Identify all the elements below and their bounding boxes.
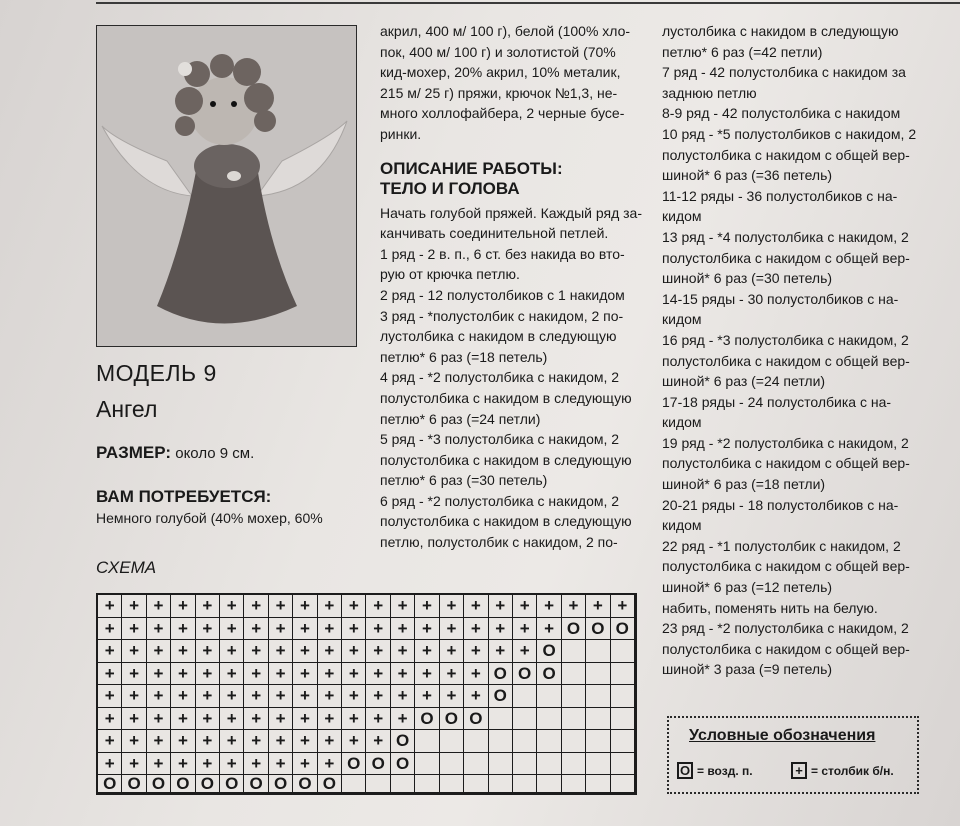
stitch-symbol: + <box>244 640 268 663</box>
empty-cell <box>586 685 610 708</box>
chain-symbol: O <box>537 640 561 663</box>
legend-chain <box>677 762 753 779</box>
empty-cell <box>611 663 635 686</box>
empty-cell <box>562 730 586 753</box>
materials-line: 215 м/ 25 г) пряжи, крючок №1,3, не- <box>380 84 618 101</box>
stitch-symbol: + <box>269 618 293 641</box>
empty-cell <box>513 753 537 776</box>
chain-symbol: O <box>464 708 488 731</box>
legend-chain-text: = возд. п. <box>697 763 753 778</box>
stitch-symbol: + <box>391 685 415 708</box>
stitch-symbol: + <box>98 595 122 618</box>
stitch-symbol: + <box>293 753 317 776</box>
stitch-symbol: + <box>147 753 171 776</box>
stitch-symbol: + <box>489 618 513 641</box>
stitch-symbol: + <box>196 595 220 618</box>
empty-cell <box>586 775 610 793</box>
stitch-symbol: + <box>122 708 146 731</box>
stitch-symbol: + <box>147 685 171 708</box>
chain-symbol: O <box>391 753 415 776</box>
instruction-line: Начать голубой пряжей. Каждый ряд за- <box>380 204 643 221</box>
stitch-symbol: + <box>342 595 366 618</box>
stitch-symbol: + <box>440 618 464 641</box>
stitch-symbol: + <box>147 618 171 641</box>
stitch-symbol: + <box>196 730 220 753</box>
stitch-symbol: + <box>440 663 464 686</box>
stitch-symbol: + <box>269 663 293 686</box>
empty-cell <box>464 753 488 776</box>
stitch-symbol: + <box>464 685 488 708</box>
stitch-symbol: + <box>611 595 635 618</box>
stitch-symbol: + <box>318 708 342 731</box>
stitch-symbol: + <box>147 595 171 618</box>
instruction-line: шиной* 6 раз (=36 петель) <box>662 167 833 184</box>
stitch-symbol: + <box>464 640 488 663</box>
instruction-line: шиной* 6 раз (=12 петель) <box>662 579 833 596</box>
legend <box>667 716 919 794</box>
instruction-line: петлю* 6 раз (=42 петли) <box>662 43 823 60</box>
stitch-symbol: + <box>293 685 317 708</box>
stitch-symbol: + <box>196 618 220 641</box>
chain-symbol: O <box>147 775 171 793</box>
empty-cell <box>513 685 537 708</box>
materials-line: ринки. <box>380 125 422 142</box>
section-heading <box>380 159 642 199</box>
stitch-symbol: + <box>122 753 146 776</box>
instruction-line: петлю, полустолбик с накидом, 2 по- <box>380 534 618 551</box>
empty-cell <box>489 753 513 776</box>
stitch-symbol: + <box>171 618 195 641</box>
instruction-line: шиной* 6 раз (=18 петли) <box>662 476 826 493</box>
stitch-symbol: + <box>318 685 342 708</box>
materials-line: пок, 400 м/ 100 г) и золотистой (70% <box>380 43 616 60</box>
stitch-symbol: + <box>489 640 513 663</box>
chain-symbol: O <box>269 775 293 793</box>
instruction-line: лустолбика с накидом в следующую <box>380 328 617 345</box>
stitch-symbol: + <box>489 595 513 618</box>
instruction-line: полустолбика с накидом с общей вер- <box>662 640 910 657</box>
instruction-line: 17-18 ряды - 24 полустолбика с на- <box>662 393 892 410</box>
size-value: около 9 см. <box>175 445 255 462</box>
empty-cell <box>342 775 366 793</box>
stitch-symbol: + <box>220 730 244 753</box>
empty-cell <box>513 708 537 731</box>
model-subtitle: Ангел <box>96 396 158 422</box>
stitch-symbol: + <box>122 595 146 618</box>
chain-symbol: O <box>98 775 122 793</box>
stitch-symbol: + <box>98 685 122 708</box>
instruction-line: шиной* 6 раз (=24 петли) <box>662 373 826 390</box>
stitch-symbol: + <box>196 708 220 731</box>
empty-cell <box>415 775 439 793</box>
stitch-symbol: + <box>415 618 439 641</box>
top-rule <box>96 2 960 4</box>
empty-cell <box>562 708 586 731</box>
instruction-line: кидом <box>662 517 702 534</box>
stitch-symbol: + <box>98 753 122 776</box>
stitch-symbol: + <box>366 685 390 708</box>
stitch-symbol: + <box>98 663 122 686</box>
stitch-symbol: + <box>269 595 293 618</box>
empty-cell <box>440 775 464 793</box>
stitch-symbol: + <box>244 618 268 641</box>
stitch-symbol: + <box>171 753 195 776</box>
stitch-symbol: + <box>366 708 390 731</box>
materials-line: много холлофайбера, 2 черные бусе- <box>380 105 625 122</box>
stitch-symbol: + <box>440 640 464 663</box>
instruction-line: рую от крючка петлю. <box>380 266 520 283</box>
chain-symbol: O <box>293 775 317 793</box>
stitch-symbol: + <box>391 663 415 686</box>
materials-heading: ВАМ ПОТРЕБУЕТСЯ: <box>96 487 272 506</box>
size-label: РАЗМЕР: <box>96 443 172 462</box>
instruction-line: 1 ряд - 2 в. п., 6 ст. без накида во вто- <box>380 245 625 262</box>
stitch-symbol: + <box>220 663 244 686</box>
instruction-line: 14-15 ряды - 30 полустолбиков с на- <box>662 290 899 307</box>
stitch-symbol: + <box>440 685 464 708</box>
stitch-symbol: + <box>415 663 439 686</box>
stitch-symbol: + <box>196 685 220 708</box>
chain-symbol: O <box>537 663 561 686</box>
instruction-line: полустолбика с накидом в следующую <box>380 513 632 530</box>
stitch-symbol: + <box>513 595 537 618</box>
stitch-symbol: + <box>98 730 122 753</box>
scheme-label: СХЕМА <box>96 558 157 577</box>
chain-symbol: O <box>366 753 390 776</box>
legend-stitch-text: = столбик б/н. <box>811 763 894 778</box>
instruction-line: лустолбика с накидом в следующую <box>662 23 899 39</box>
instruction-line: шиной* 3 раза (=9 петель) <box>662 661 833 678</box>
instruction-line: 22 ряд - *1 полустолбик с накидом, 2 <box>662 537 901 554</box>
chain-symbol: O <box>415 708 439 731</box>
stitch-symbol: + <box>122 640 146 663</box>
instruction-line: полустолбика с накидом с общей вер- <box>662 249 910 266</box>
stitch-symbol: + <box>171 730 195 753</box>
instruction-line: кидом <box>662 208 702 225</box>
empty-cell <box>415 753 439 776</box>
instruction-line: 23 ряд - *2 полустолбика с накидом, 2 <box>662 620 909 637</box>
stitch-symbol: + <box>318 618 342 641</box>
stitch-symbol: + <box>171 640 195 663</box>
empty-cell <box>513 730 537 753</box>
stitch-symbol: + <box>342 640 366 663</box>
stitch-symbol: + <box>147 708 171 731</box>
stitch-symbol: + <box>98 640 122 663</box>
section-heading-line-1: ОПИСАНИЕ РАБОТЫ: <box>380 158 563 178</box>
stitch-symbol: + <box>464 595 488 618</box>
instruction-line: петлю* 6 раз (=30 петель) <box>380 472 548 489</box>
empty-cell <box>562 640 586 663</box>
instruction-line: 13 ряд - *4 полустолбика с накидом, 2 <box>662 228 909 245</box>
empty-cell <box>562 685 586 708</box>
chain-symbol: O <box>171 775 195 793</box>
instruction-line: петлю* 6 раз (=18 петель) <box>380 348 548 365</box>
stitch-symbol: + <box>269 640 293 663</box>
empty-cell <box>586 708 610 731</box>
empty-cell <box>489 708 513 731</box>
stitch-symbol: + <box>220 685 244 708</box>
empty-cell <box>489 775 513 793</box>
empty-cell <box>513 775 537 793</box>
empty-cell <box>440 730 464 753</box>
stitch-symbol: + <box>318 663 342 686</box>
stitch-symbol: + <box>342 618 366 641</box>
empty-cell <box>464 775 488 793</box>
materials-line: акрил, 400 м/ 100 г), белой (100% хло- <box>380 23 631 39</box>
instruction-line: 11-12 ряды - 36 полустолбиков с на- <box>662 187 898 204</box>
stitch-symbol: + <box>244 730 268 753</box>
empty-cell <box>611 753 635 776</box>
empty-cell <box>415 730 439 753</box>
stitch-symbol: + <box>122 685 146 708</box>
stitch-symbol: + <box>122 730 146 753</box>
stitch-symbol: + <box>391 640 415 663</box>
instruction-line: полустолбика с накидом в следующую <box>380 389 632 406</box>
stitch-symbol: + <box>147 663 171 686</box>
instruction-line: полустолбика с накидом с общей вер- <box>662 558 910 575</box>
stitch-symbol: + <box>293 618 317 641</box>
materials-line: кид-мохер, 20% акрил, 10% металик, <box>380 64 621 81</box>
stitch-symbol: + <box>366 640 390 663</box>
instruction-line: полустолбика с накидом в следующую <box>380 451 632 468</box>
stitch-symbol: + <box>415 640 439 663</box>
empty-cell <box>562 775 586 793</box>
stitch-symbol: + <box>415 595 439 618</box>
empty-cell <box>562 753 586 776</box>
chain-symbol: O <box>391 730 415 753</box>
stitch-symbol: + <box>342 708 366 731</box>
empty-cell <box>537 708 561 731</box>
stitch-symbol: + <box>269 685 293 708</box>
stitch-symbol: + <box>244 708 268 731</box>
stitch-symbol: + <box>318 640 342 663</box>
empty-cell <box>537 685 561 708</box>
legend-stitch <box>791 762 894 779</box>
instruction-line: кидом <box>662 311 702 328</box>
empty-cell <box>537 753 561 776</box>
stitch-symbol: + <box>537 618 561 641</box>
instruction-line: полустолбика с накидом с общей вер- <box>662 455 910 472</box>
stitch-symbol: + <box>366 663 390 686</box>
instruction-line: петлю* 6 раз (=24 петли) <box>380 410 541 427</box>
stitch-symbol: + <box>366 730 390 753</box>
instruction-line: 20-21 ряды - 18 полустолбиков с на- <box>662 496 899 513</box>
stitch-symbol: + <box>318 730 342 753</box>
stitch-symbol: + <box>171 663 195 686</box>
empty-cell <box>611 685 635 708</box>
empty-cell <box>586 753 610 776</box>
stitch-symbol: + <box>98 708 122 731</box>
stitch-symbol: + <box>562 595 586 618</box>
stitch-symbol: + <box>244 753 268 776</box>
instruction-line: канчивать соединительной петлей. <box>380 225 609 242</box>
stitch-symbol: + <box>464 618 488 641</box>
stitch-symbol: + <box>293 730 317 753</box>
crochet-scheme-grid <box>96 593 637 795</box>
empty-cell <box>366 775 390 793</box>
stitch-symbol: + <box>196 663 220 686</box>
stitch-symbol: + <box>220 618 244 641</box>
stitch-symbol: + <box>147 730 171 753</box>
empty-cell <box>562 663 586 686</box>
stitch-symbol: + <box>415 685 439 708</box>
stitch-symbol: + <box>440 595 464 618</box>
chain-symbol: O <box>440 708 464 731</box>
chain-symbol: O <box>318 775 342 793</box>
stitch-symbol: + <box>391 708 415 731</box>
stitch-symbol: + <box>318 753 342 776</box>
stitch-symbol: + <box>269 730 293 753</box>
instruction-line: 5 ряд - *3 полустолбика с накидом, 2 <box>380 431 620 448</box>
chain-symbol: O <box>586 618 610 641</box>
instruction-line: заднюю петлю <box>662 84 757 101</box>
empty-cell <box>537 730 561 753</box>
stitch-symbol: + <box>220 708 244 731</box>
instruction-line: 19 ряд - *2 полустолбика с накидом, 2 <box>662 434 909 451</box>
chain-symbol: O <box>513 663 537 686</box>
empty-cell <box>611 775 635 793</box>
empty-cell <box>464 730 488 753</box>
stitch-symbol: + <box>366 618 390 641</box>
chain-symbol: O <box>489 685 513 708</box>
middle-column <box>380 21 642 553</box>
stitch-symbol: + <box>220 595 244 618</box>
instruction-line: шиной* 6 раз (=30 петель) <box>662 270 833 287</box>
stitch-symbol: + <box>244 663 268 686</box>
model-title: МОДЕЛЬ 9 <box>96 360 217 386</box>
empty-cell <box>391 775 415 793</box>
instruction-line: полустолбика с накидом с общей вер- <box>662 352 910 369</box>
instruction-line: полустолбика с накидом с общей вер- <box>662 146 910 163</box>
stitch-symbol: + <box>122 618 146 641</box>
empty-cell <box>489 730 513 753</box>
empty-cell <box>440 753 464 776</box>
stitch-symbol: + <box>196 753 220 776</box>
section-heading-line-2: ТЕЛО И ГОЛОВА <box>380 178 520 198</box>
stitch-symbol-icon: + <box>791 762 807 779</box>
stitch-symbol: + <box>244 685 268 708</box>
stitch-symbol: + <box>293 640 317 663</box>
stitch-symbol: + <box>269 753 293 776</box>
chain-symbol: O <box>562 618 586 641</box>
stitch-symbol: + <box>147 640 171 663</box>
instruction-line: 10 ряд - *5 полустолбиков с накидом, 2 <box>662 125 917 142</box>
stitch-symbol: + <box>586 595 610 618</box>
right-column <box>662 21 928 680</box>
empty-cell <box>586 730 610 753</box>
stitch-symbol: + <box>537 595 561 618</box>
stitch-symbol: + <box>293 663 317 686</box>
stitch-symbol: + <box>342 663 366 686</box>
stitch-symbol: + <box>244 595 268 618</box>
chain-symbol: O <box>196 775 220 793</box>
chain-symbol: O <box>342 753 366 776</box>
stitch-symbol: + <box>391 618 415 641</box>
stitch-symbol: + <box>464 663 488 686</box>
stitch-symbol: + <box>342 685 366 708</box>
stitch-symbol: + <box>122 663 146 686</box>
size-line <box>96 443 254 463</box>
chain-symbol: O <box>611 618 635 641</box>
empty-cell <box>611 730 635 753</box>
stitch-symbol: + <box>98 618 122 641</box>
chain-symbol: O <box>244 775 268 793</box>
stitch-symbol: + <box>269 708 293 731</box>
stitch-symbol: + <box>220 753 244 776</box>
stitch-symbol: + <box>513 640 537 663</box>
instruction-line: 16 ряд - *3 полустолбика с накидом, 2 <box>662 331 909 348</box>
instruction-line: 6 ряд - *2 полустолбика с накидом, 2 <box>380 492 620 509</box>
angel-photo <box>96 25 357 347</box>
stitch-symbol: + <box>366 595 390 618</box>
empty-cell <box>611 708 635 731</box>
chain-symbol: O <box>489 663 513 686</box>
materials-text: Немного голубой (40% мохер, 60% <box>96 510 323 526</box>
chain-symbol: O <box>220 775 244 793</box>
chain-symbol: O <box>122 775 146 793</box>
chain-symbol-icon: O <box>677 762 693 779</box>
stitch-symbol: + <box>293 708 317 731</box>
empty-cell <box>611 640 635 663</box>
legend-title: Условные обозначения <box>689 727 876 744</box>
stitch-symbol: + <box>171 595 195 618</box>
stitch-symbol: + <box>196 640 220 663</box>
stitch-symbol: + <box>342 730 366 753</box>
instruction-line: 4 ряд - *2 полустолбика с накидом, 2 <box>380 369 620 386</box>
stitch-symbol: + <box>293 595 317 618</box>
stitch-symbol: + <box>318 595 342 618</box>
empty-cell <box>586 663 610 686</box>
stitch-symbol: + <box>171 685 195 708</box>
instruction-line: 7 ряд - 42 полустолбика с накидом за <box>662 64 906 81</box>
empty-cell <box>537 775 561 793</box>
stitch-symbol: + <box>171 708 195 731</box>
stitch-symbol: + <box>220 640 244 663</box>
stitch-symbol: + <box>391 595 415 618</box>
instruction-line: 8-9 ряд - 42 полустолбика с накидом <box>662 105 901 122</box>
instruction-line: набить, поменять нить на белую. <box>662 599 878 616</box>
instruction-line: 3 ряд - *полустолбик с накидом, 2 по- <box>380 307 624 324</box>
stitch-symbol: + <box>513 618 537 641</box>
instruction-line: 2 ряд - 12 полустолбиков с 1 накидом <box>380 286 625 303</box>
instruction-line: кидом <box>662 414 702 431</box>
empty-cell <box>586 640 610 663</box>
